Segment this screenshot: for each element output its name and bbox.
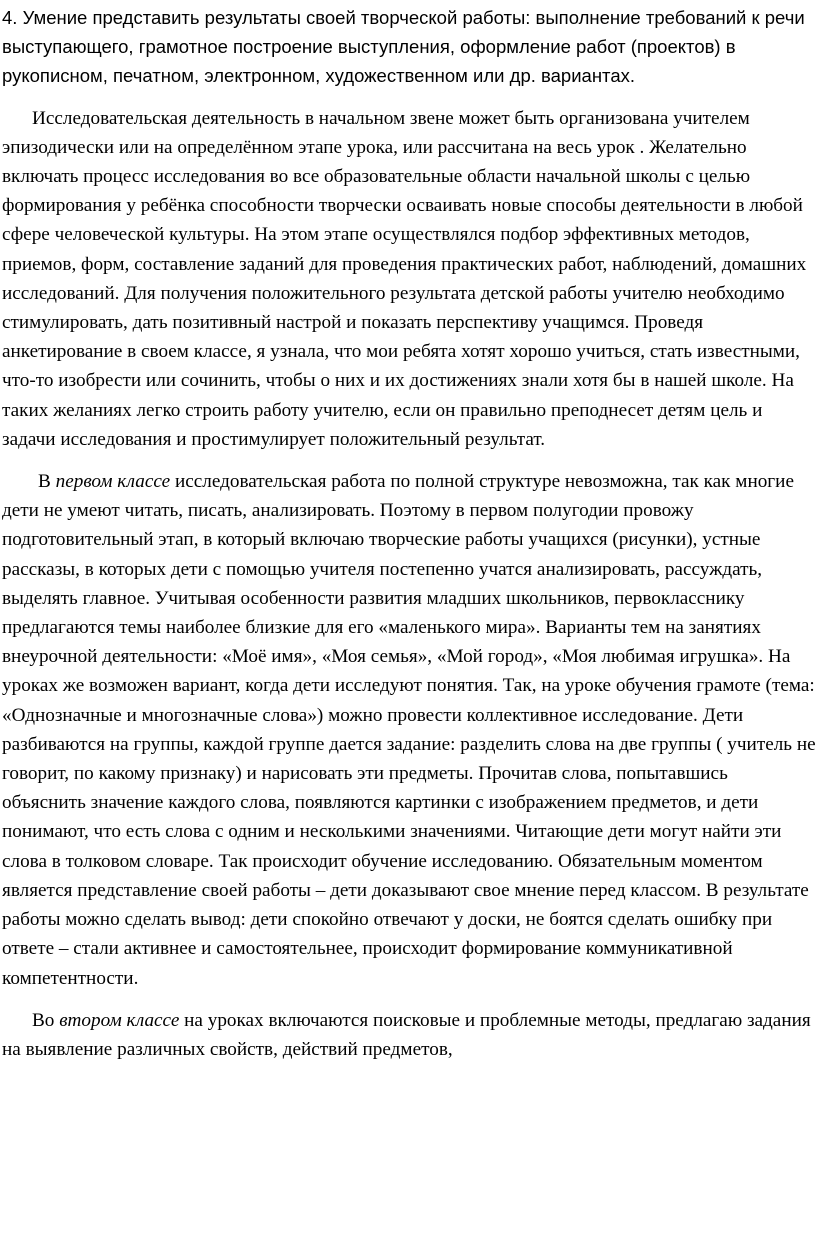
first-grade-emphasis: первом классе	[55, 471, 171, 493]
paragraph-second-grade-body: на уроках включаются поисковые и проблемные методы, предлагаю задания на выявление различных свойств, действий предметов,	[2, 1009, 811, 1060]
paragraph-second-grade-lead: Во	[32, 1009, 60, 1031]
paragraph-skill-presentation: 4. Умение представить результаты своей творческой работы: выполнение требований к речи выступающего, грамотное построение выступления, оформление работ (проектов) в рукописном, печатном, электронном, художественном или др. вариантах.	[2, 7, 805, 87]
paragraph-second-grade	[2, 1006, 816, 1064]
paragraph-first-grade-lead: В	[38, 471, 56, 493]
paragraph-first-grade-body: исследовательская работа по полной структуре невозможна, так как многие дети не умеют читать, писать, анализировать. Поэтому в первом полугодии провожу подготовительный этап, в который включаю творческие работы учащихся (рисунки), устные рассказы, в которых дети с помощью учителя постепенно учатся анализировать, рассуждать, выделять главное. Учитывая особенности развития младших школьников, первокласснику предлагаются темы наиболее близкие для его «маленького мира». Варианты тем на занятиях внеурочной деятельности: «Моё имя», «Моя семья», «Мой город», «Моя любимая игрушка». На уроках же возможен вариант, когда дети исследуют понятия. Так, на уроке обучения грамоте (тема: «Однозначные и многозначные слова») можно провести коллективное исследование. Дети разбиваются на группы, каждой группе дается задание: разделить слова на две группы ( учитель не говорит, по какому признаку) и нарисовать эти предметы. Прочитав слова, попытавшись объяснить значение каждого слова, появляются картинки с изображением предметов, и дети понимают, что есть слова с одним и несколькими значениями. Читающие дети могут найти эти слова в толковом словаре. Так происходит обучение исследованию. Обязательным моментом является представление своей работы – дети доказывают свое мнение перед классом. В результате работы можно сделать вывод: дети спокойно отвечают у доски, не боятся сделать ошибку при ответе – стали активнее и самостоятельнее, происходит формирование коммуникативной компетентности.	[2, 471, 816, 989]
paragraph-research-activity: Исследовательская деятельность в начальном звене может быть организована учителем эпизодически или на определённом этапе урока, или рассчитана на весь урок . Желательно включать процесс исследования во все образовательные области начальной школы с целью формирования у ребёнка способности творчески осваивать новые способы деятельности в любой сфере человеческой культуры. На этом этапе осуществлялся подбор эффективных методов, приемов, форм, составление заданий для проведения практических работ, наблюдений, домашних исследований. Для получения положительного результата детской работы учителю необходимо стимулировать, дать позитивный настрой и показать перспективу учащимся. Проведя анкетирование в своем классе, я узнала, что мои ребята хотят хорошо учиться, стать известными, что-то изобрести или сочинить, чтобы о них и их достижениях знали хотя бы в нашей школе. На таких желаниях легко строить работу учителю, если он правильно преподнесет детям цель и задачи исследования и простимулирует положительный результат.	[2, 107, 807, 450]
paragraph-first-grade	[2, 467, 816, 993]
second-grade-emphasis: втором классе	[59, 1009, 180, 1031]
